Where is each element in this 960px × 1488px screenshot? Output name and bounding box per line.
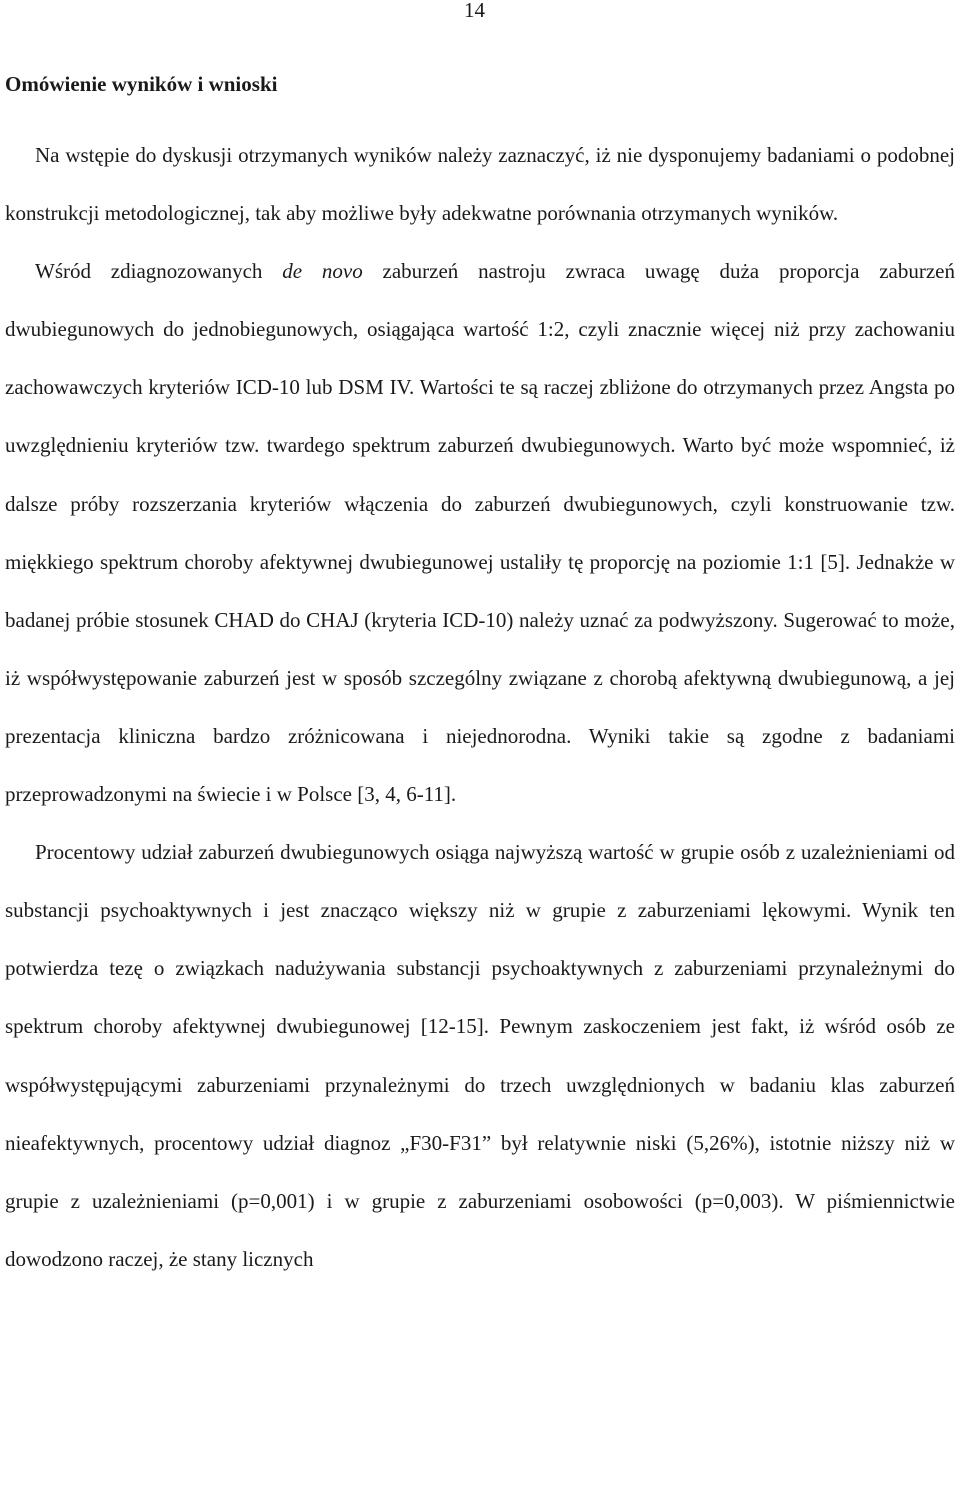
latin-term: de novo: [282, 259, 363, 284]
body-text: [5, 126, 955, 1288]
section-heading: Omówienie wyników i wnioski: [5, 72, 278, 96]
paragraph-proportion: [5, 242, 955, 823]
paragraph-text: zaburzeń nastroju zwraca uwagę duża proporcja zaburzeń dwubiegunowych do jednobiegunowych, osiągająca wartość 1:2, czyli znacznie więcej niż przy zachowaniu zachowawczych kryteriów ICD-10 lub DSM IV. Wartości te są raczej zbliżone do otrzymanych przez Angsta po uwzględnieniu kryteriów tzw. twardego spektrum zaburzeń dwubiegunowych. Warto być może wspomnieć, iż dalsze próby rozszerzania kryteriów włączenia do zaburzeń dwubiegunowych, czyli konstruowanie tzw. miękkiego spektrum choroby afektywnej dwubiegunowej ustaliły tę proporcję na poziomie 1:1 [5]. Jednakże w badanej próbie stosunek CHAD do CHAJ (kryteria ICD-10) należy uznać za podwyższony. Sugerować to może, iż współwystępowanie zaburzeń jest w sposób szczególny związane z chorobą afektywną dwubiegunową, a jej prezentacja kliniczna bardzo zróżnicowana i niejednorodna. Wyniki takie są zgodne z badaniami przeprowadzonymi na świecie i w Polsce [3, 4, 6-11].: [5, 259, 955, 807]
paragraph-text: Na wstępie do dyskusji otrzymanych wyników należy zaznaczyć, iż nie dysponujemy badaniami o podobnej konstrukcji metodologicznej, tak aby możliwe były adekwatne porównania otrzymanych wyników.: [5, 143, 955, 226]
document-page: [5, 0, 955, 1488]
paragraph-percentage: [5, 823, 955, 1288]
paragraph-text: Wśród zdiagnozowanych: [35, 259, 283, 284]
paragraph-intro: [5, 126, 955, 242]
paragraph-text: Procentowy udział zaburzeń dwubiegunowych osiąga najwyższą wartość w grupie osób z uzależnieniami od substancji psychoaktywnych i jest znacząco większy niż w grupie z zaburzeniami lękowymi. Wynik ten potwierdza tezę o związkach nadużywania substancji psychoaktywnych z zaburzeniami przynależnymi do spektrum choroby afektywnej dwubiegunowej [12-15]. Pewnym zaskoczeniem jest fakt, iż wśród osób ze współwystępującymi zaburzeniami przynależnymi do trzech uwzględnionych w badaniu klas zaburzeń nieafektywnych, procentowy udział diagnoz „F30-F31” był relatywnie niski (5,26%), istotnie niższy niż w grupie z uzależnieniami (p=0,001) i w grupie z zaburzeniami osobowości (p=0,003). W piśmiennictwie dowodzono raczej, że stany licznych: [5, 840, 955, 1271]
page-number: 14: [464, 0, 485, 22]
